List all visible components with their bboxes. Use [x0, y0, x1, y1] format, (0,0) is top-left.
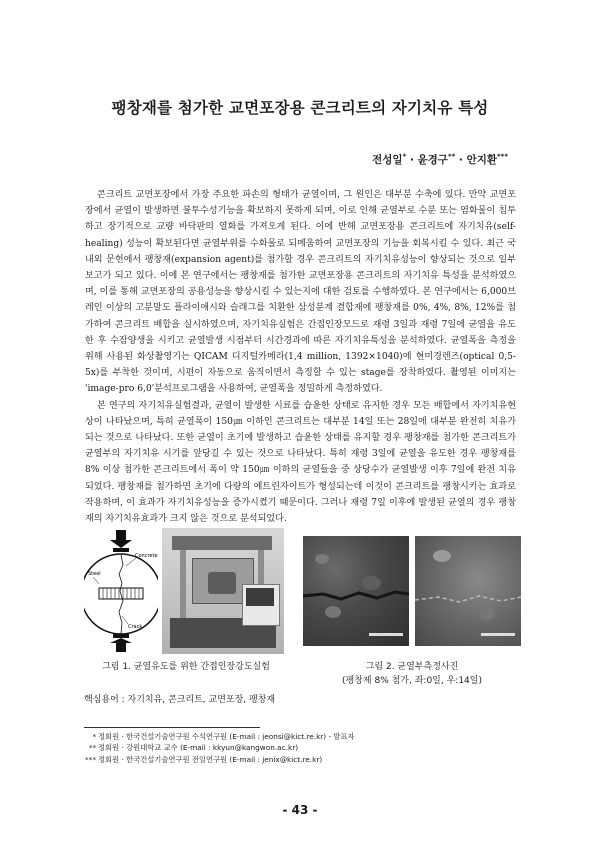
- bottom-bearing-strip: [113, 634, 129, 638]
- split-tension-diagram: [84, 528, 158, 654]
- author-mark: **: [447, 152, 456, 161]
- bottom-load-arrow: [110, 638, 132, 652]
- footnote-mark: **: [88, 743, 96, 753]
- author-name: 전성일: [372, 154, 403, 166]
- author-name: 윤경구: [417, 154, 448, 166]
- top-bearing-strip: [113, 548, 129, 552]
- test-machine-photo: [162, 528, 284, 654]
- figure-2: [303, 536, 521, 646]
- concrete-label: Concrete: [135, 553, 158, 559]
- crack-photo-day0: [303, 536, 409, 646]
- page-number: - 43 -: [282, 803, 318, 817]
- footnote: [84, 742, 524, 753]
- footnote-text: 정회원 · 한국건설기술연구원 전임연구원 (E-mail : jenix@kict.re.kr): [98, 754, 323, 764]
- keywords: 핵심용어 : 자기치유, 콘크리트, 교면포장, 팽창재: [84, 695, 276, 705]
- figure-1-caption: 그림 1. 균열유도를 위한 간접인장강도실험: [102, 662, 270, 672]
- footnote-text: 정회원 · 한국건설기술연구원 수석연구원 (E-mail : jeonsi@kict.re.kr) - 발표자: [98, 732, 355, 741]
- footnote-mark: *: [92, 732, 96, 741]
- footnote-divider: [84, 727, 260, 728]
- footnote-mark: ***: [85, 754, 96, 764]
- crack-label: Crack: [128, 624, 143, 630]
- abstract: [85, 187, 516, 527]
- figure-2-caption-line2: (팽창제 8% 첨가, 좌:0일, 우:14일): [342, 676, 482, 686]
- abstract-paragraph: 콘크리트 교면포장에서 가장 주요한 파손의 형태가 균열이며, 그 원인은 대부분 수축에 있다. 만약 교면포장에서 균열이 발생하면 불투수성기능을 확보하지 못하게 되며, 이로 인해 균열부로 수분 또는 염화물이 침투하고 장기적으로 교량 바닥판의 열화를 가져오게 된다. 이에 반해 교면포장용 콘크리트에 자기치유(self-healing) 성능이 확보된다면 균열부위를 수화물로 되메움하여 교면포장의 기능을 회복시킬 수 있다. 최근 국내외 문헌에서 팽창재(expansion agent)를 첨가할 경우 콘크리트의 자기치유성능이 향상되는 것으로 일부 보고가 되고 있다. 이에 본 연구에서는 팽창재를 첨가한 교면포장용 콘크리트의 자기치유 특성을 분석하였으며, 이를 통해 교면포장의 공용성능을 향상시킬 수 있는지에 대한 검토를 수행하였다. 본 연구에서는 6,000브레인 이상의 고분말도 플라이애시와 슬래그를 치환한 삼성분계 결합재에 팽창재를 0%, 4%, 8%, 12%를 첨가하여 콘크리트 배합을 실시하였으며, 자기치유실험은 간접인장모드로 재령 3일과 재령 7일에 균열을 유도한 후 수잠양생을 시키고 균열발생 시점부터 시간경과에 따른 자기치유특성을 분석하였다. 균열폭을 측정을 위해 사용된 화상촬영기는 QICAM 디지털카메라(1,4 million, 1392×1040)에 현미경렌즈(optical 0,5-5x)를 부착한 것이며, 시편이 자동으로 움직이면서 측정할 수 있는 stage를 장착하였다. 촬영된 이미지는 'image-pro 6,0'분석프로그램을 사용하여, 균열폭을 정밀하게 측정하였다.: [85, 190, 516, 395]
- paper-title: 팽창재를 첨가한 교면포장용 콘크리트의 자기치유 특성: [111, 99, 489, 117]
- author-name: 안지환: [466, 154, 498, 166]
- author-separator: ·: [455, 154, 467, 166]
- figure-1: [84, 528, 284, 654]
- abstract-paragraph: 본 연구의 자기치유실험결과, 균열이 발생한 시료를 습윤한 상태로 유지한 경우 모든 배합에서 자기치유현상이 나타났으며, 특히 균열폭이 150㎛ 이하인 콘크리트는 대부분 14일 또는 28일에 대부분 완전히 치유가 되는 것으로 나타났다. 또한 균열이 초기에 발생하고 습윤한 상태를 유지할 경우 팽창재를 첨가한 콘크리트가 균열부의 자기치유 시기를 앞당길 수 있는 것으로 나타났다. 특히 재령 3일에 균열을 유도한 경우 팽창재를 8% 이상 첨가한 콘크리트에서 폭이 약 150㎛ 이하의 균열들을 중 상당수가 균열발생 이후 7일에 완전 치유되었다. 팽창재를 첨가하면 초기에 다량의 에트린자이트가 형성되는데 이것이 콘크리트를 팽창시키는 효과로 작용하며, 이 효과가 자기치유성능을 증가시켰기 때문이다. 그러나 재령 7일 이후에 발생된 균열의 경우 팽창재의 자기치유효과가 크지 않은 것으로 분석되었다.: [85, 400, 516, 525]
- footnote: [84, 754, 524, 765]
- crack-photo-day14: [415, 536, 521, 646]
- steel-label: Steel: [88, 571, 101, 577]
- footnote: [84, 731, 524, 742]
- author-list: [372, 152, 508, 167]
- footnote-text: 정회원 · 강원대학교 교수 (E-mail : kkyun@kangwon.ac.kr): [98, 743, 299, 753]
- figure-2-caption-line1: 그림 2. 균열부측정사진: [365, 662, 459, 672]
- footnotes: [84, 731, 524, 765]
- top-load-arrow: [110, 530, 132, 548]
- author-mark: *: [402, 152, 407, 161]
- figure-2-caption: [300, 660, 524, 688]
- author-separator: ·: [406, 154, 418, 166]
- author-mark: ***: [497, 152, 508, 161]
